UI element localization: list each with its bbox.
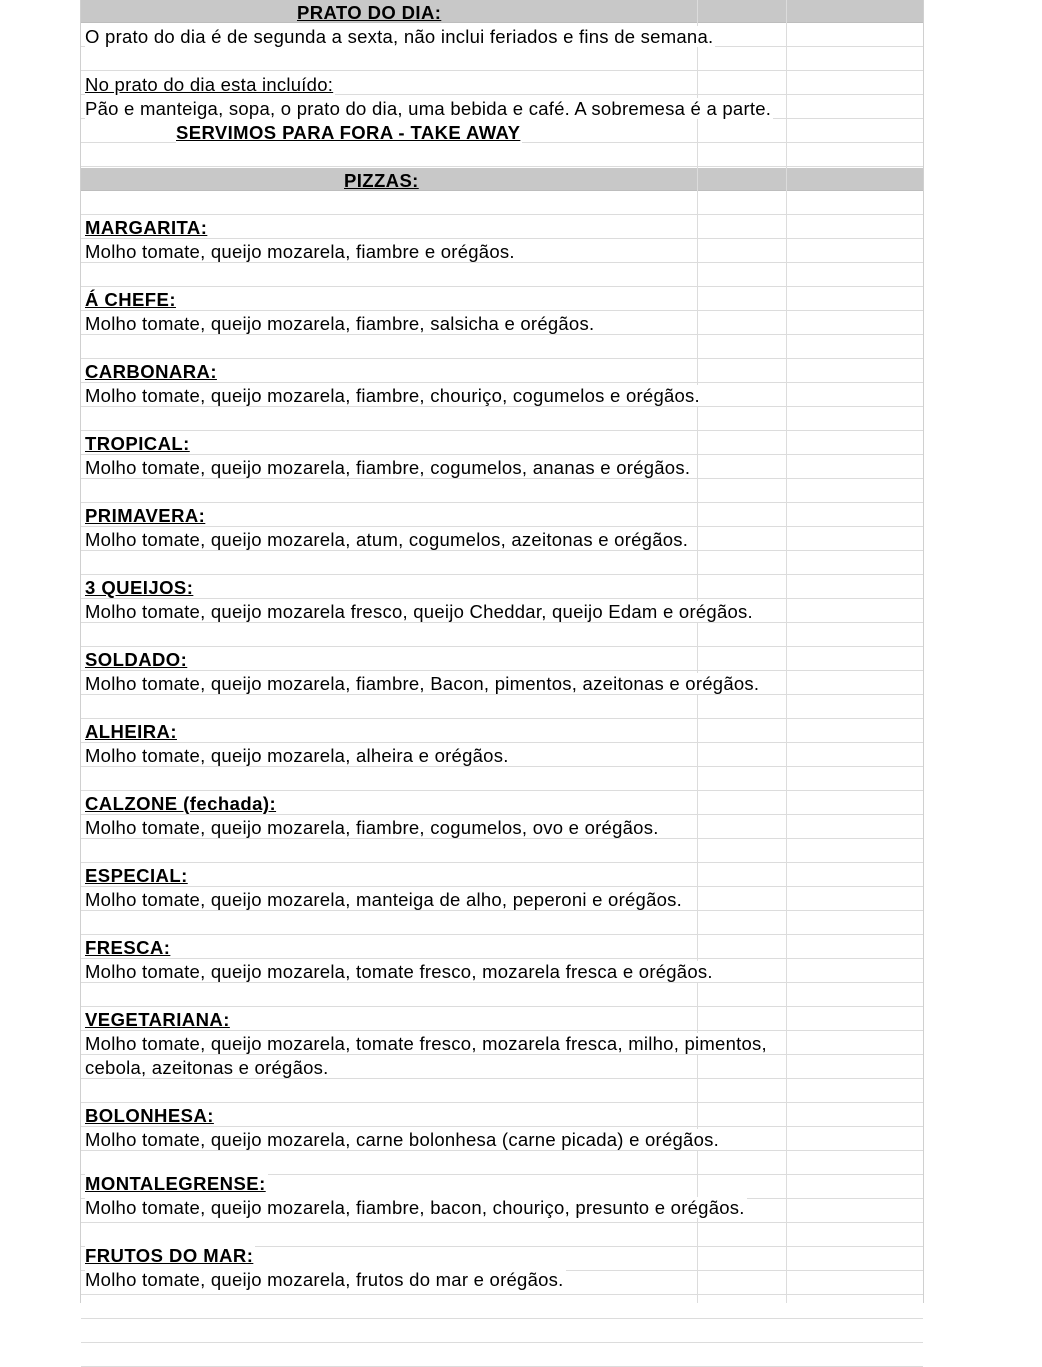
grid-row [81, 576, 923, 599]
pizza-description-continued: cebola, azeitonas e orégãos. [85, 1057, 329, 1078]
pizza-name: CARBONARA: [85, 361, 217, 382]
pizza-name: FRUTOS DO MAR: [85, 1245, 254, 1266]
grid-row [81, 480, 923, 503]
grid-row [81, 504, 923, 527]
grid-row [81, 768, 923, 791]
prato-do-dia-included-text: Pão e manteiga, sopa, o prato do dia, uma bebida e café. A sobremesa é a parte. [85, 98, 772, 119]
prato-do-dia-schedule: O prato do dia é de segunda a sexta, não inclui feriados e fins de semana. [85, 26, 714, 47]
pizza-name: PRIMAVERA: [85, 505, 206, 526]
pizza-name: SOLDADO: [85, 649, 188, 670]
pizza-name: VEGETARIANA: [85, 1009, 230, 1030]
pizza-description: Molho tomate, queijo mozarela, fiambre, bacon, chouriço, presunto e orégãos. [85, 1197, 745, 1218]
pizza-description: Molho tomate, queijo mozarela, fiambre, Bacon, pimentos, azeitonas e orégãos. [85, 673, 760, 694]
grid-row [81, 720, 923, 743]
grid-row [81, 552, 923, 575]
pizza-name: MARGARITA: [85, 217, 208, 238]
pizza-description: Molho tomate, queijo mozarela, fiambre, cogumelos, ovo e orégãos. [85, 817, 659, 838]
pizza-name: ALHEIRA: [85, 721, 177, 742]
pizza-name: Á CHEFE: [85, 289, 176, 310]
prato-do-dia-included-label: No prato do dia esta incluído: [85, 74, 334, 95]
grid-row [81, 696, 923, 719]
grid-row [81, 984, 923, 1007]
takeaway-notice: SERVIMOS PARA FORA - TAKE AWAY [176, 122, 521, 143]
grid-row [81, 1320, 923, 1343]
pizzas-title: PIZZAS: [344, 170, 419, 191]
pizza-description: Molho tomate, queijo mozarela, alheira e orégãos. [85, 745, 509, 766]
grid-row [81, 936, 923, 959]
grid-row [81, 648, 923, 671]
grid-row [81, 624, 923, 647]
pizza-description: Molho tomate, queijo mozarela, manteiga de alho, peperoni e orégãos. [85, 889, 683, 910]
grid-row [81, 48, 923, 71]
pizza-description: Molho tomate, queijo mozarela, tomate fresco, mozarela fresca e orégãos. [85, 961, 713, 982]
grid-row [81, 408, 923, 431]
pizza-description: Molho tomate, queijo mozarela, atum, cogumelos, azeitonas e orégãos. [85, 529, 689, 550]
grid-row [81, 192, 923, 215]
spreadsheet-sheet [80, 0, 924, 1303]
grid-row [81, 144, 923, 167]
pizza-description: Molho tomate, queijo mozarela, carne bolonhesa (carne picada) e orégãos. [85, 1129, 720, 1150]
grid-row [81, 912, 923, 935]
pizza-name: TROPICAL: [85, 433, 190, 454]
grid-row [81, 1344, 923, 1367]
pizza-name: FRESCA: [85, 937, 171, 958]
grid-row [81, 336, 923, 359]
grid-row [81, 288, 923, 311]
grid-row [81, 168, 923, 191]
pizza-name: CALZONE (fechada): [85, 793, 277, 814]
pizza-description: Molho tomate, queijo mozarela fresco, queijo Cheddar, queijo Edam e orégãos. [85, 601, 753, 622]
grid-row [81, 1080, 923, 1103]
grid-row [81, 1296, 923, 1319]
pizza-description: Molho tomate, queijo mozarela, fiambre e orégãos. [85, 241, 515, 262]
grid-row [81, 864, 923, 887]
column-divider [697, 0, 698, 1303]
column-divider [786, 0, 787, 1303]
grid-row [81, 264, 923, 287]
pizza-name: MONTALEGRENSE: [85, 1173, 266, 1194]
grid-row [81, 840, 923, 863]
grid-row [81, 1152, 923, 1175]
grid-row [81, 0, 923, 23]
pizza-description: Molho tomate, queijo mozarela, tomate fresco, mozarela fresca, milho, pimentos, [85, 1033, 767, 1054]
grid-row [81, 1224, 923, 1247]
pizza-description: Molho tomate, queijo mozarela, fiambre, chouriço, cogumelos e orégãos. [85, 385, 700, 406]
pizza-name: ESPECIAL: [85, 865, 188, 886]
pizza-description: Molho tomate, queijo mozarela, fiambre, cogumelos, ananas e orégãos. [85, 457, 691, 478]
grid-row [81, 432, 923, 455]
pizza-description: Molho tomate, queijo mozarela, frutos do mar e orégãos. [85, 1269, 564, 1290]
pizza-name: 3 QUEIJOS: [85, 577, 194, 598]
prato-do-dia-title: PRATO DO DIA: [297, 2, 442, 23]
pizza-description: Molho tomate, queijo mozarela, fiambre, salsicha e orégãos. [85, 313, 595, 334]
pizza-name: BOLONHESA: [85, 1105, 214, 1126]
